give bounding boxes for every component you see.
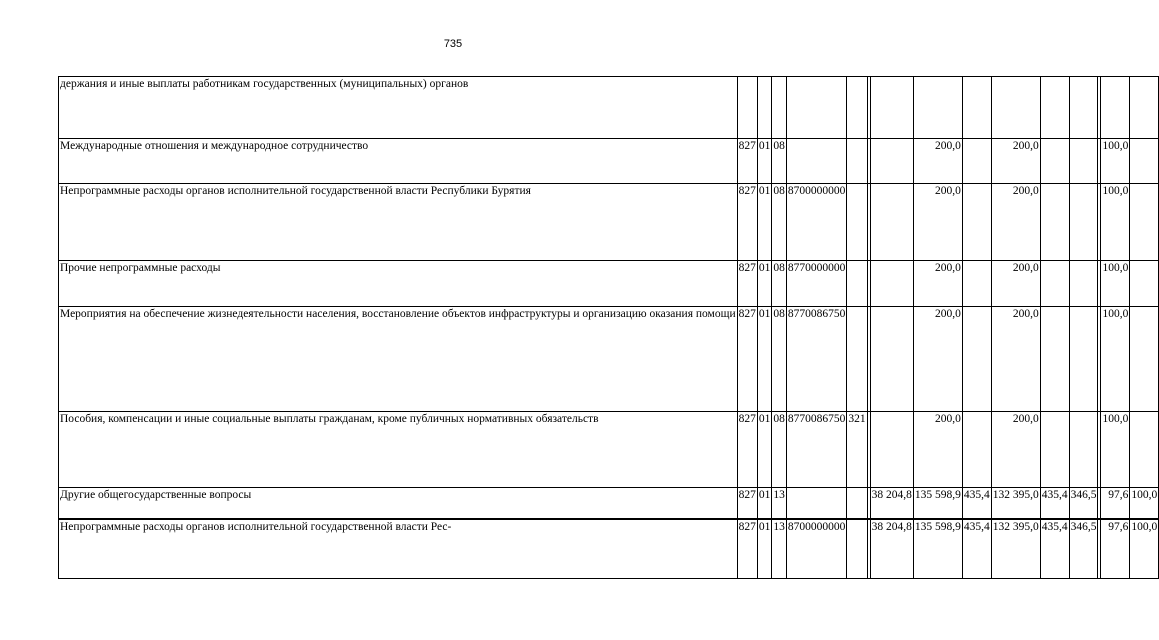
percent-cell-2 xyxy=(1130,261,1159,307)
amount-cell-7: 346,5 xyxy=(1069,519,1098,579)
amount-cell-4 xyxy=(962,307,991,412)
amount-cell-6 xyxy=(1040,412,1069,488)
row-name-cell: Мероприятия на обеспечение жизнедеятельности населения, восстановление объектов инфраструктуры и организацию оказания помощи xyxy=(59,307,738,412)
row-name-cell: Международные отношения и международное сотрудничество xyxy=(59,139,738,184)
table-row xyxy=(59,184,1159,261)
amount-cell-2 xyxy=(870,184,913,261)
expense-type-cell xyxy=(847,184,867,261)
amount-cell-6: 435,4 xyxy=(1040,488,1069,519)
subsection-code-cell: 13 xyxy=(772,519,787,579)
section-code-cell: 01 xyxy=(757,488,772,519)
amount-cell-7 xyxy=(1069,307,1098,412)
expense-type-cell xyxy=(847,77,867,139)
amount-cell-6 xyxy=(1040,307,1069,412)
table-row xyxy=(59,139,1159,184)
table-row xyxy=(59,307,1159,412)
section-code-cell: 01 xyxy=(757,412,772,488)
amount-cell-4 xyxy=(962,139,991,184)
target-article-cell: 8770086750 xyxy=(786,412,847,488)
target-article-cell xyxy=(786,488,847,519)
expense-type-cell xyxy=(847,519,867,579)
amount-cell-2 xyxy=(870,261,913,307)
amount-cell-6: 435,4 xyxy=(1040,519,1069,579)
percent-cell-2: 100,0 xyxy=(1130,488,1159,519)
section-code-cell: 01 xyxy=(757,139,772,184)
expense-type-cell: 321 xyxy=(847,412,867,488)
expense-type-cell xyxy=(847,261,867,307)
ved-code-cell: 827 xyxy=(737,412,757,488)
target-article-cell: 8700000000 xyxy=(786,184,847,261)
amount-cell-3 xyxy=(913,77,962,139)
amount-cell-2 xyxy=(870,307,913,412)
row-name-cell: Непрограммные расходы органов исполнительной государственной власти Рес- xyxy=(59,519,738,579)
amount-cell-4 xyxy=(962,412,991,488)
ved-code-cell: 827 xyxy=(737,139,757,184)
amount-cell-7 xyxy=(1069,412,1098,488)
target-article-cell: 8700000000 xyxy=(786,519,847,579)
target-article-cell: 8770086750 xyxy=(786,307,847,412)
amount-cell-5: 132 395,0 xyxy=(991,519,1040,579)
subsection-code-cell: 08 xyxy=(772,307,787,412)
section-code-cell: 01 xyxy=(757,261,772,307)
section-code-cell: 01 xyxy=(757,184,772,261)
amount-cell-3: 135 598,9 xyxy=(913,519,962,579)
percent-cell-1: 100,0 xyxy=(1101,184,1130,261)
expense-type-cell xyxy=(847,488,867,519)
amount-cell-7: 346,5 xyxy=(1069,488,1098,519)
row-name-cell: держания и иные выплаты работникам государственных (муниципальных) органов xyxy=(59,77,738,139)
ved-code-cell: 827 xyxy=(737,261,757,307)
percent-cell-2 xyxy=(1130,184,1159,261)
target-article-cell xyxy=(786,77,847,139)
percent-cell-1: 100,0 xyxy=(1101,139,1130,184)
amount-cell-7 xyxy=(1069,77,1098,139)
page-number: 735 xyxy=(443,38,463,50)
subsection-code-cell: 13 xyxy=(772,488,787,519)
amount-cell-5 xyxy=(991,77,1040,139)
ved-code-cell: 827 xyxy=(737,519,757,579)
amount-cell-5: 200,0 xyxy=(991,261,1040,307)
ved-code-cell xyxy=(737,77,757,139)
percent-cell-1: 97,6 xyxy=(1101,519,1130,579)
table-row xyxy=(59,412,1159,488)
amount-cell-5: 200,0 xyxy=(991,412,1040,488)
amount-cell-4 xyxy=(962,261,991,307)
percent-cell-1: 97,6 xyxy=(1101,488,1130,519)
percent-cell-2 xyxy=(1130,77,1159,139)
amount-cell-4 xyxy=(962,77,991,139)
table-row xyxy=(59,488,1159,519)
target-article-cell: 8770000000 xyxy=(786,261,847,307)
percent-cell-2 xyxy=(1130,412,1159,488)
amount-cell-5: 200,0 xyxy=(991,184,1040,261)
amount-cell-2 xyxy=(870,412,913,488)
section-code-cell: 01 xyxy=(757,519,772,579)
row-name-cell: Прочие непрограммные расходы xyxy=(59,261,738,307)
amount-cell-3: 200,0 xyxy=(913,307,962,412)
amount-cell-3: 200,0 xyxy=(913,261,962,307)
amount-cell-7 xyxy=(1069,139,1098,184)
table-row xyxy=(59,77,1159,139)
amount-cell-4 xyxy=(962,184,991,261)
subsection-code-cell: 08 xyxy=(772,139,787,184)
expense-type-cell xyxy=(847,307,867,412)
percent-cell-1 xyxy=(1101,77,1130,139)
amount-cell-2: 38 204,8 xyxy=(870,488,913,519)
amount-cell-2 xyxy=(870,77,913,139)
amount-cell-5: 132 395,0 xyxy=(991,488,1040,519)
row-name-cell: Непрограммные расходы органов исполнительной государственной власти Республики Бурятия xyxy=(59,184,738,261)
amount-cell-5: 200,0 xyxy=(991,139,1040,184)
ved-code-cell: 827 xyxy=(737,184,757,261)
percent-cell-1: 100,0 xyxy=(1101,307,1130,412)
percent-cell-1: 100,0 xyxy=(1101,261,1130,307)
amount-cell-3: 200,0 xyxy=(913,139,962,184)
amount-cell-3: 200,0 xyxy=(913,412,962,488)
subsection-code-cell: 08 xyxy=(772,261,787,307)
amount-cell-6 xyxy=(1040,184,1069,261)
subsection-code-cell xyxy=(772,77,787,139)
percent-cell-1: 100,0 xyxy=(1101,412,1130,488)
row-name-cell: Другие общегосударственные вопросы xyxy=(59,488,738,519)
amount-cell-5: 200,0 xyxy=(991,307,1040,412)
amount-cell-3: 135 598,9 xyxy=(913,488,962,519)
ved-code-cell: 827 xyxy=(737,488,757,519)
percent-cell-2 xyxy=(1130,139,1159,184)
ved-code-cell: 827 xyxy=(737,307,757,412)
percent-cell-2 xyxy=(1130,307,1159,412)
amount-cell-4: 435,4 xyxy=(962,519,991,579)
row-name-cell: Пособия, компенсации и иные социальные выплаты гражданам, кроме публичных нормативных обязательств xyxy=(59,412,738,488)
amount-cell-6 xyxy=(1040,139,1069,184)
amount-cell-4: 435,4 xyxy=(962,488,991,519)
percent-cell-2: 100,0 xyxy=(1130,519,1159,579)
table-row xyxy=(59,261,1159,307)
amount-cell-7 xyxy=(1069,261,1098,307)
amount-cell-6 xyxy=(1040,261,1069,307)
amount-cell-2: 38 204,8 xyxy=(870,519,913,579)
amount-cell-2 xyxy=(870,139,913,184)
section-code-cell: 01 xyxy=(757,307,772,412)
table-row xyxy=(59,519,1159,579)
subsection-code-cell: 08 xyxy=(772,184,787,261)
expense-type-cell xyxy=(847,139,867,184)
amount-cell-6 xyxy=(1040,77,1069,139)
budget-table xyxy=(58,76,1159,579)
amount-cell-3: 200,0 xyxy=(913,184,962,261)
subsection-code-cell: 08 xyxy=(772,412,787,488)
section-code-cell xyxy=(757,77,772,139)
target-article-cell xyxy=(786,139,847,184)
amount-cell-7 xyxy=(1069,184,1098,261)
